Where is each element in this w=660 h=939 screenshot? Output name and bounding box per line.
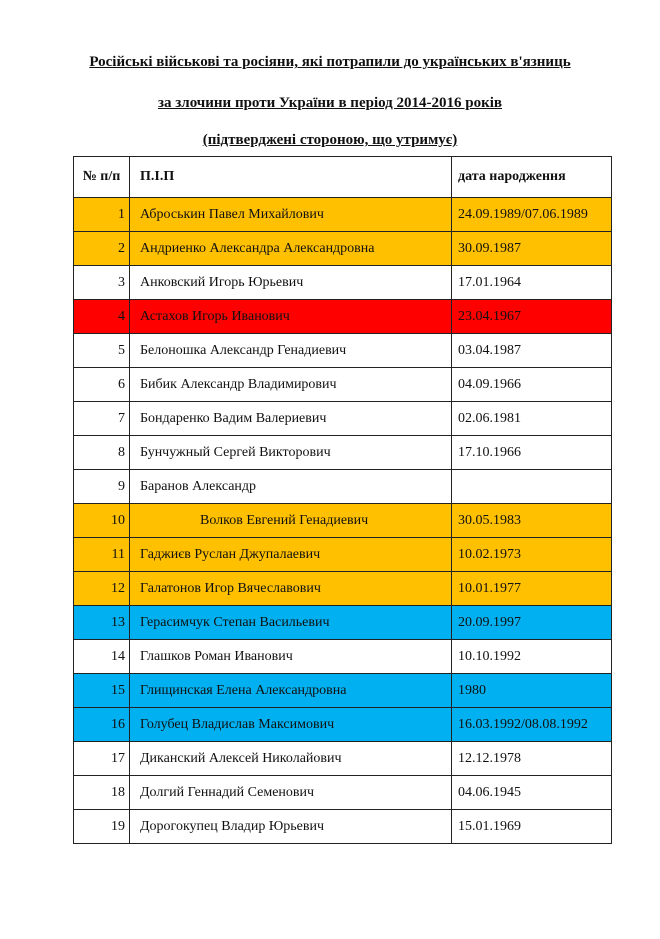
table-row	[74, 606, 612, 640]
row-number: 12	[74, 572, 130, 606]
row-number: 18	[74, 776, 130, 810]
table-row	[74, 198, 612, 232]
row-birthdate: 15.01.1969	[452, 810, 612, 844]
row-birthdate	[452, 470, 612, 504]
header-name: П.І.П	[130, 157, 452, 198]
row-birthdate: 02.06.1981	[452, 402, 612, 436]
row-name: Голубец Владислав Максимович	[130, 708, 452, 742]
row-number: 15	[74, 674, 130, 708]
row-number: 19	[74, 810, 130, 844]
row-birthdate: 30.05.1983	[452, 504, 612, 538]
row-birthdate: 12.12.1978	[452, 742, 612, 776]
row-birthdate: 23.04.1967	[452, 300, 612, 334]
row-number: 4	[74, 300, 130, 334]
table-row	[74, 504, 612, 538]
row-birthdate: 04.09.1966	[452, 368, 612, 402]
row-number: 16	[74, 708, 130, 742]
table-row	[74, 572, 612, 606]
row-birthdate: 04.06.1945	[452, 776, 612, 810]
row-name: Баранов Александр	[130, 470, 452, 504]
row-birthdate: 10.10.1992	[452, 640, 612, 674]
row-number: 7	[74, 402, 130, 436]
row-number: 2	[74, 232, 130, 266]
row-birthdate: 10.02.1973	[452, 538, 612, 572]
row-number: 9	[74, 470, 130, 504]
table-row	[74, 538, 612, 572]
row-name: Глищинская Елена Александровна	[130, 674, 452, 708]
row-number: 11	[74, 538, 130, 572]
row-name: Волков Евгений Генадиевич	[130, 504, 452, 538]
table-row	[74, 470, 612, 504]
table-row	[74, 810, 612, 844]
row-number: 13	[74, 606, 130, 640]
row-number: 17	[74, 742, 130, 776]
row-name: Герасимчук Степан Васильевич	[130, 606, 452, 640]
table-row	[74, 232, 612, 266]
row-name: Галатонов Игор Вячеславович	[130, 572, 452, 606]
row-name: Аброськин Павел Михайлович	[130, 198, 452, 232]
row-name: Астахов Игорь Иванович	[130, 300, 452, 334]
table-row	[74, 674, 612, 708]
table-row	[74, 708, 612, 742]
row-birthdate: 20.09.1997	[452, 606, 612, 640]
row-birthdate: 10.01.1977	[452, 572, 612, 606]
document-subtitle: за злочини проти України в період 2014-2016 років	[157, 95, 503, 111]
row-birthdate: 30.09.1987	[452, 232, 612, 266]
row-name: Бондаренко Вадим Валериевич	[130, 402, 452, 436]
prisoners-table	[73, 156, 612, 844]
row-name: Глашков Роман Иванович	[130, 640, 452, 674]
header-birthdate: дата народження	[452, 157, 612, 198]
table-row	[74, 742, 612, 776]
header-number: № п/п	[74, 157, 130, 198]
row-birthdate: 17.10.1966	[452, 436, 612, 470]
row-number: 5	[74, 334, 130, 368]
row-name: Бибик Александр Владимирович	[130, 368, 452, 402]
table-row	[74, 266, 612, 300]
table-row	[74, 300, 612, 334]
row-birthdate: 24.09.1989/07.06.1989	[452, 198, 612, 232]
row-name: Белоношка Александр Генадиевич	[130, 334, 452, 368]
row-number: 8	[74, 436, 130, 470]
row-number: 6	[74, 368, 130, 402]
row-name: Диканский Алексей Николайович	[130, 742, 452, 776]
row-number: 1	[74, 198, 130, 232]
row-birthdate: 16.03.1992/08.08.1992	[452, 708, 612, 742]
row-birthdate: 03.04.1987	[452, 334, 612, 368]
row-birthdate: 1980	[452, 674, 612, 708]
row-name: Анковский Игорь Юрьевич	[130, 266, 452, 300]
row-name: Долгий Геннадий Семенович	[130, 776, 452, 810]
row-name: Бунчужный Сергей Викторович	[130, 436, 452, 470]
row-number: 3	[74, 266, 130, 300]
table-row	[74, 640, 612, 674]
row-birthdate: 17.01.1964	[452, 266, 612, 300]
document-title: Російські військові та росіяни, які потрапили до українських в'язниць	[89, 54, 571, 70]
row-name: Андриенко Александра Александровна	[130, 232, 452, 266]
document-note: (підтверджені стороною, що утримує)	[202, 132, 458, 148]
table-row	[74, 436, 612, 470]
table-row	[74, 776, 612, 810]
table-row	[74, 334, 612, 368]
table-row	[74, 402, 612, 436]
row-name: Дорогокупец Владир Юрьевич	[130, 810, 452, 844]
row-number: 10	[74, 504, 130, 538]
table-row	[74, 368, 612, 402]
row-number: 14	[74, 640, 130, 674]
table-header-row	[74, 157, 612, 198]
row-name: Гаджиєв Руслан Джупалаевич	[130, 538, 452, 572]
